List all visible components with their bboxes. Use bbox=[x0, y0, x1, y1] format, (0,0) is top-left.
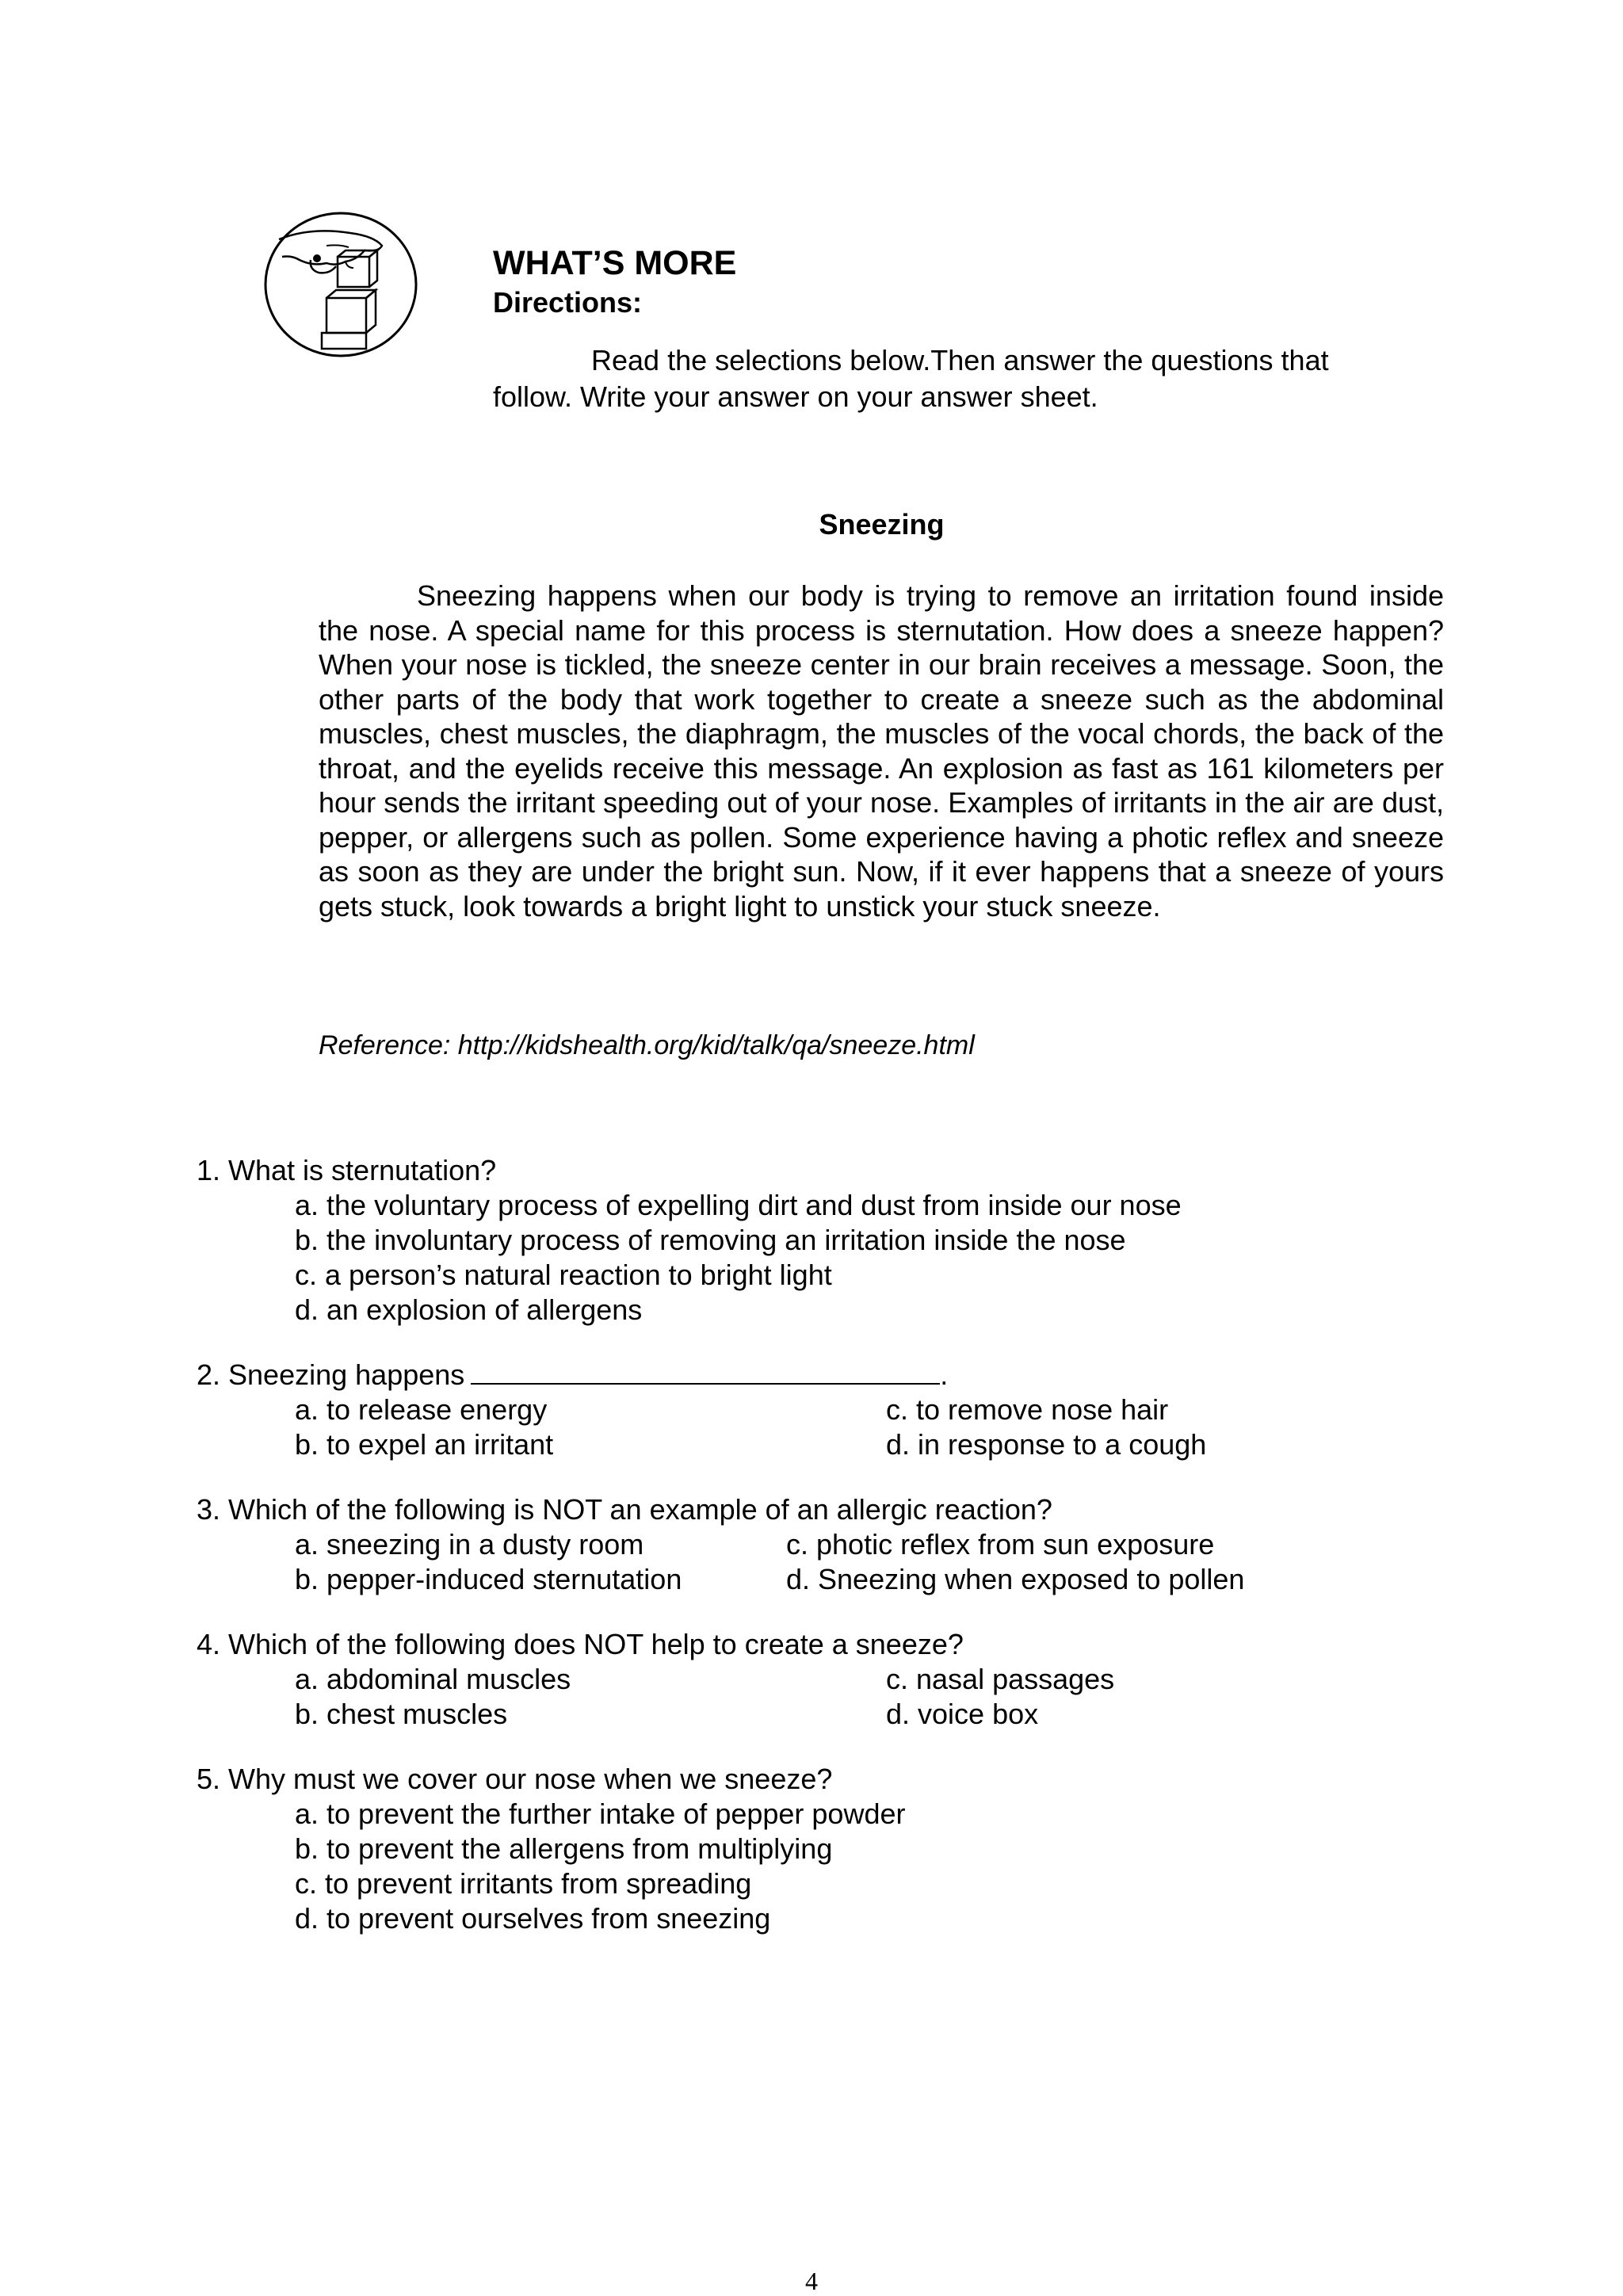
question-stem: 2. Sneezing happens bbox=[197, 1358, 465, 1391]
question-stem-end: . bbox=[940, 1358, 949, 1391]
directions-label: Directions: bbox=[493, 286, 643, 319]
option-b: b. chest muscles bbox=[295, 1698, 508, 1730]
question-stem: 3. Which of the following is NOT an example of an allergic reaction? bbox=[197, 1493, 1052, 1526]
question-3 bbox=[197, 1492, 1433, 1597]
reference-citation: Reference: http://kidshealth.org/kid/talk/qa/sneeze.html bbox=[319, 1030, 975, 1060]
page-number: 4 bbox=[805, 2267, 818, 2295]
option-grid bbox=[295, 1527, 1433, 1597]
story-title: Sneezing bbox=[819, 508, 945, 541]
option-a: a. to release energy bbox=[295, 1393, 548, 1426]
option-a: a. the voluntary process of expelling dirt and dust from inside our nose bbox=[295, 1189, 1182, 1221]
question-list bbox=[197, 1153, 1433, 1966]
option-a: a. abdominal muscles bbox=[295, 1663, 571, 1695]
question-stem-line bbox=[197, 1358, 1433, 1392]
question-stem: 4. Which of the following does NOT help to create a sneeze? bbox=[197, 1628, 964, 1660]
story-body: Sneezing happens when our body is trying to remove an irritation found inside the nose. A special name for this process is sternutation. How does a sneeze happen? When your nose is tickled, the sneeze center in our brain receives a message. Soon, the other parts of the body that work together to create a sneeze such as the abdominal muscles, chest muscles, the diaphragm, the muscles of the vocal chords, the back of the throat, and the eyelids receive this message. An explosion as fast as 161 kilometers per hour sends the irritant speeding out of your nose. Examples of irritants in the air are dust, pepper, or allergens such as pollen. Some experience having a photic reflex and sneeze as soon as they are under the bright sun. Now, if it ever happens that a sneeze of yours gets stuck, look towards a bright light to unstick your stuck sneeze. bbox=[319, 579, 1444, 923]
option-list bbox=[295, 1797, 1433, 1936]
question-4 bbox=[197, 1627, 1433, 1732]
option-list bbox=[295, 1188, 1433, 1328]
option-a: a. sneezing in a dusty room bbox=[295, 1528, 644, 1561]
question-2 bbox=[197, 1358, 1433, 1462]
question-stem: 5. Why must we cover our nose when we sneeze? bbox=[197, 1763, 833, 1795]
option-c: c. nasal passages bbox=[886, 1663, 1115, 1695]
option-b: b. the involuntary process of removing an irritation inside the nose bbox=[295, 1224, 1126, 1256]
section-title: WHAT’S MORE bbox=[493, 244, 737, 282]
option-d: d. in response to a cough bbox=[886, 1428, 1207, 1461]
option-d: d. an explosion of allergens bbox=[295, 1293, 643, 1326]
option-c: c. a person’s natural reaction to bright light bbox=[295, 1259, 832, 1291]
option-a: a. to prevent the further intake of pepper powder bbox=[295, 1797, 906, 1830]
question-5 bbox=[197, 1762, 1433, 1936]
question-1 bbox=[197, 1153, 1433, 1328]
option-c: c. to prevent irritants from spreading bbox=[295, 1867, 752, 1900]
option-b: b. to expel an irritant bbox=[295, 1428, 554, 1461]
option-c: c. to remove nose hair bbox=[886, 1393, 1169, 1426]
option-grid bbox=[295, 1392, 1433, 1462]
option-grid bbox=[295, 1662, 1433, 1732]
option-b: b. pepper-induced sternutation bbox=[295, 1563, 682, 1595]
question-stem: 1. What is sternutation? bbox=[197, 1154, 497, 1186]
hand-building-blocks-icon bbox=[263, 211, 418, 358]
option-d: d. Sneezing when exposed to pollen bbox=[786, 1563, 1245, 1595]
directions-text: Read the selections below.Then answer the questions that follow. Write your answer on your answer sheet. bbox=[493, 344, 1329, 413]
option-b: b. to prevent the allergens from multiplying bbox=[295, 1832, 833, 1865]
option-c: c. photic reflex from sun exposure bbox=[786, 1528, 1215, 1561]
option-d: d. to prevent ourselves from sneezing bbox=[295, 1902, 771, 1935]
option-d: d. voice box bbox=[886, 1698, 1039, 1730]
answer-blank bbox=[471, 1358, 940, 1385]
